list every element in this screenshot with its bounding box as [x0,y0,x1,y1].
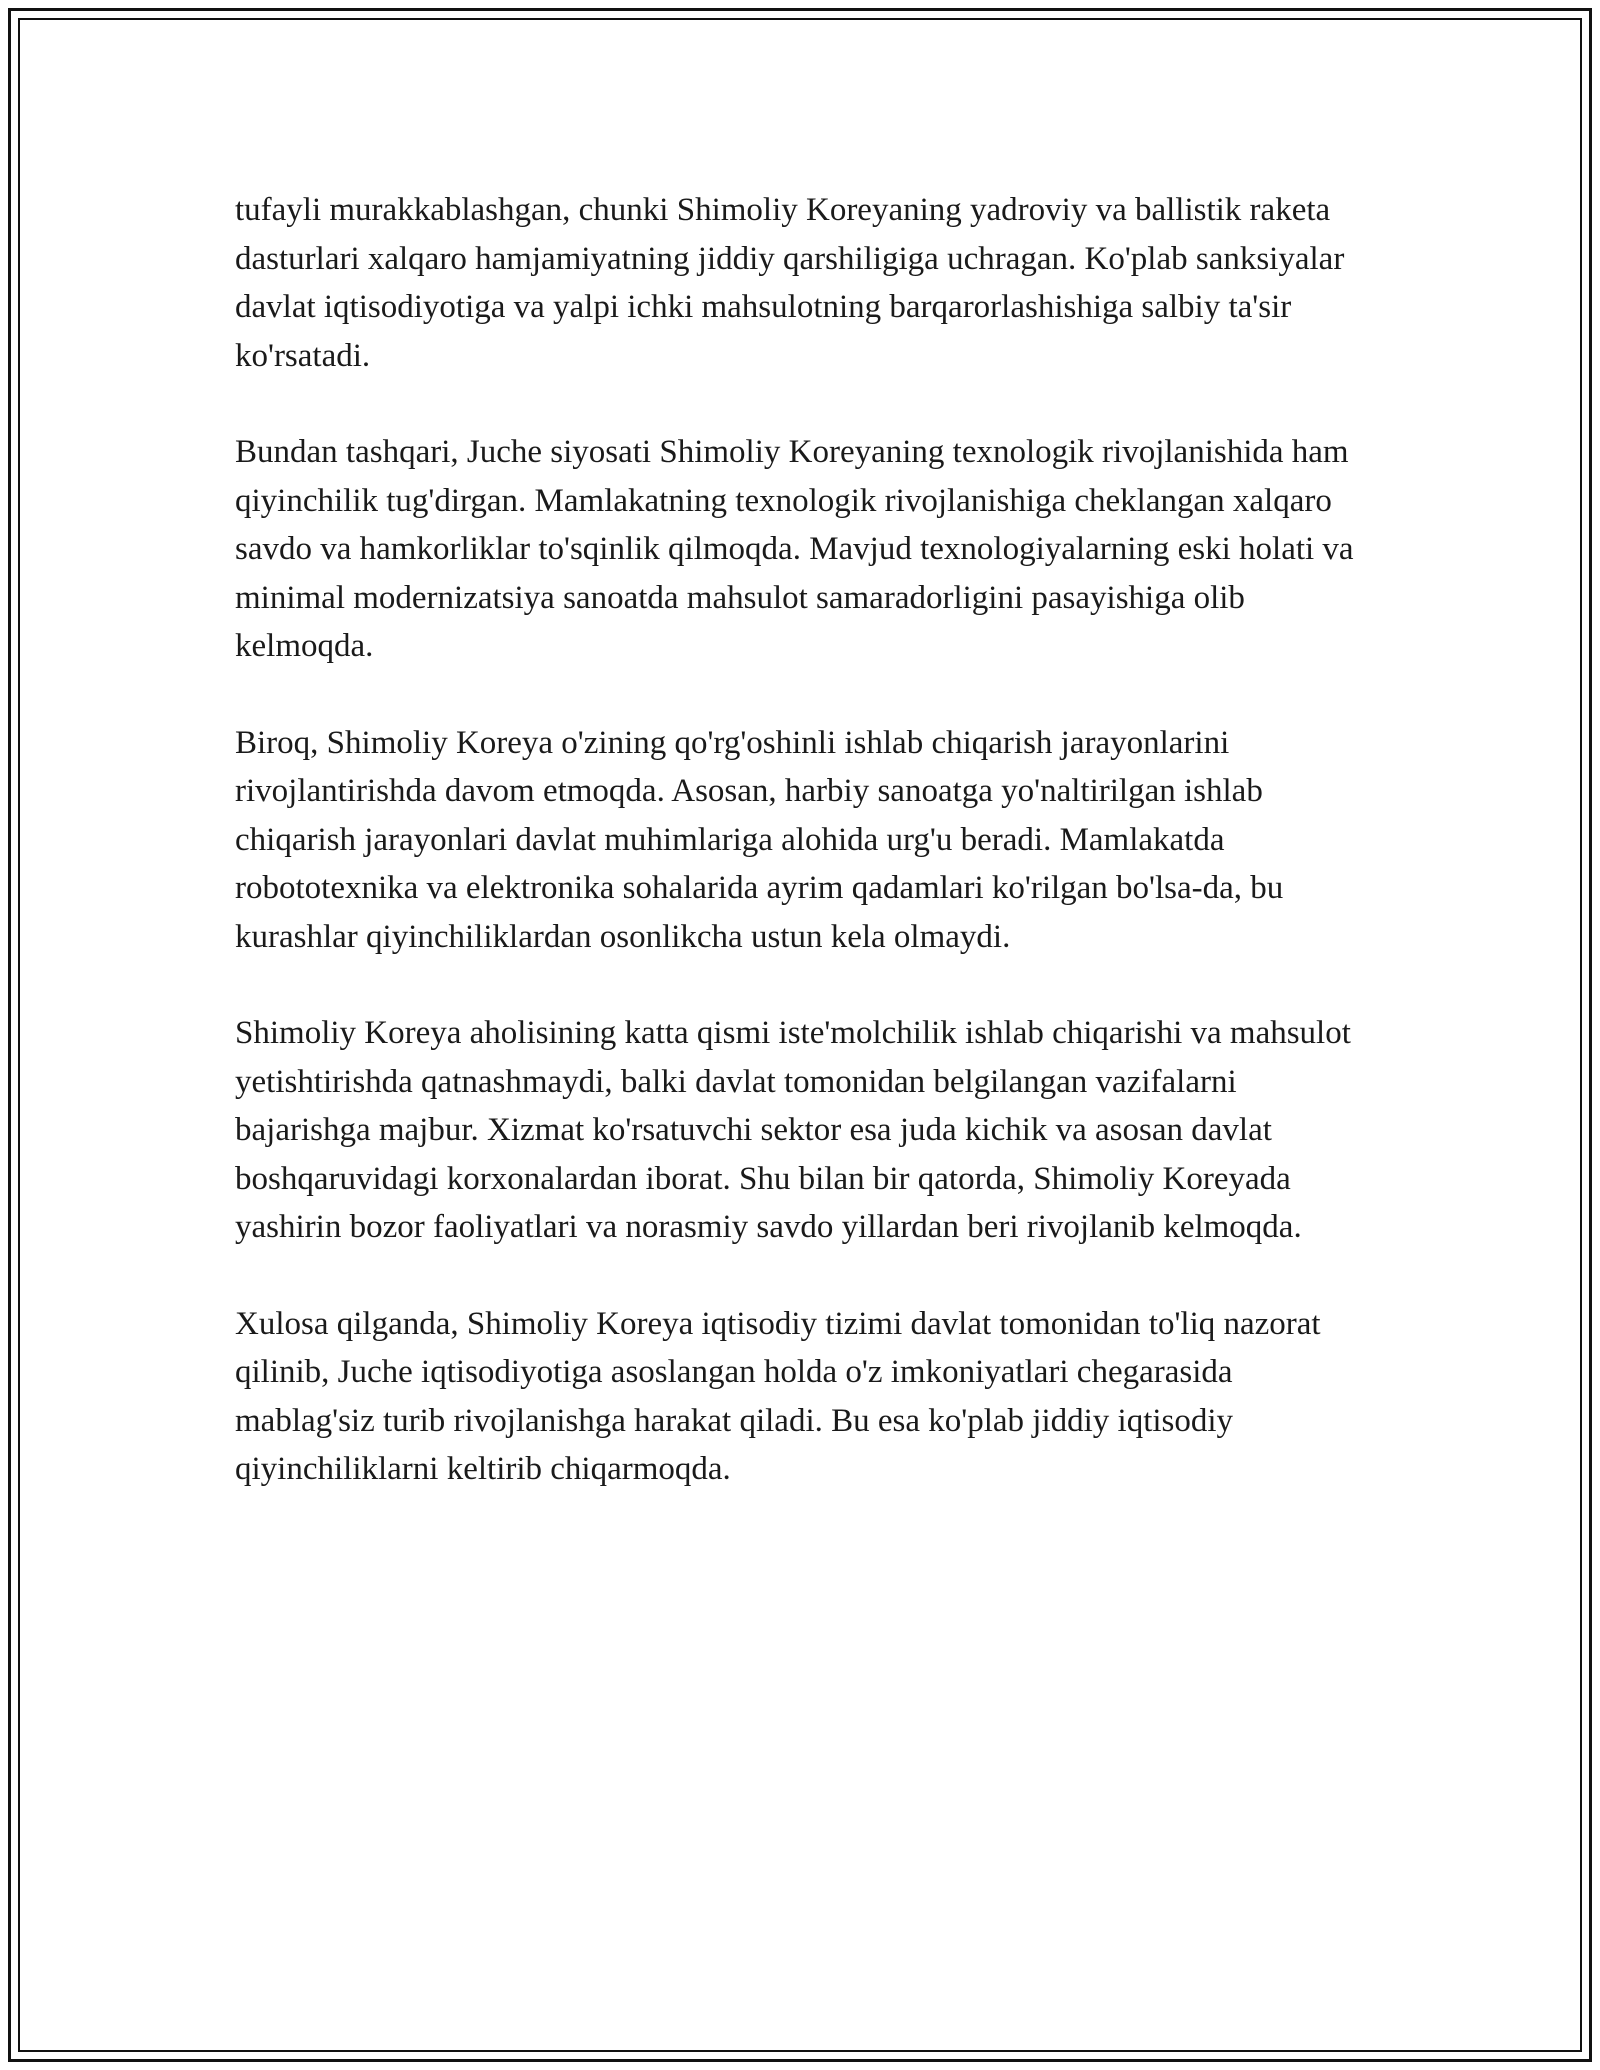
paragraph-2: Bundan tashqari, Juche siyosati Shimoliy Koreyaning texnologik rivojlanishida ham qiyinchilik tug'dirgan. Mamlakatning texnologik rivojlanishiga cheklangan xalqaro savdo va hamkorliklar to'sqinlik qilmoqda. Mavjud texnologiyalarning eski holati va minimal modernizatsiya sanoatda mahsulot samaradorligini pasayishiga olib kelmoqda. [235,434,1354,664]
paragraph-1: tufayli murakkablashgan, chunki Shimoliy Koreyaning yadroviy va ballistik raketa dasturlari xalqaro hamjamiyatning jiddiy qarshiligiga uchragan. Ko'plab sanksiyalar davlat iqtisodiyotiga va yalpi ichki mahsulotning barqarorlashishiga salbiy ta'sir ko'rsatadi. [235,192,1345,374]
paragraph-5: Xulosa qilganda, Shimoliy Koreya iqtisodiy tizimi davlat tomonidan to'liq nazorat qilinib, Juche iqtisodiyotiga asoslangan holda o'z imkoniyatlari chegarasida mablag'siz turib rivojlanishga harakat qiladi. Bu esa ko'plab jiddiy iqtisodiy qiyinchiliklarni keltirib chiqarmoqda. [235,1305,1321,1487]
paragraph-4: Shimoliy Koreya aholisining katta qismi iste'molchilik ishlab chiqarishi va mahsulot yetishtirishda qatnashmaydi, balki davlat tomonidan belgilangan vazifalarni bajarishga majbur. Xizmat ko'rsatuvchi sektor esa juda kichik va asosan davlat boshqaruvidagi korxonalardan iborat. Shu bilan bir qatorda, Shimoliy Koreyada yashirin bozor faoliyatlari va norasmiy savdo yillardan beri rivojlanib kelmoqda. [235,1015,1351,1245]
paragraph-3: Biroq, Shimoliy Koreya o'zining qo'rg'oshinli ishlab chiqarish jarayonlarini rivojlantirishda davom etmoqda. Asosan, harbiy sanoatga yo'naltirilgan ishlab chiqarish jarayonlari davlat muhimlariga alohida urg'u beradi. Mamlakatda robototexnika va elektronika sohalarida ayrim qadamlari ko'rilgan bo'lsa-da, bu kurashlar qiyinchiliklardan osonlikcha ustun kela olmaydi. [235,724,1284,955]
document-body [235,186,1380,1494]
